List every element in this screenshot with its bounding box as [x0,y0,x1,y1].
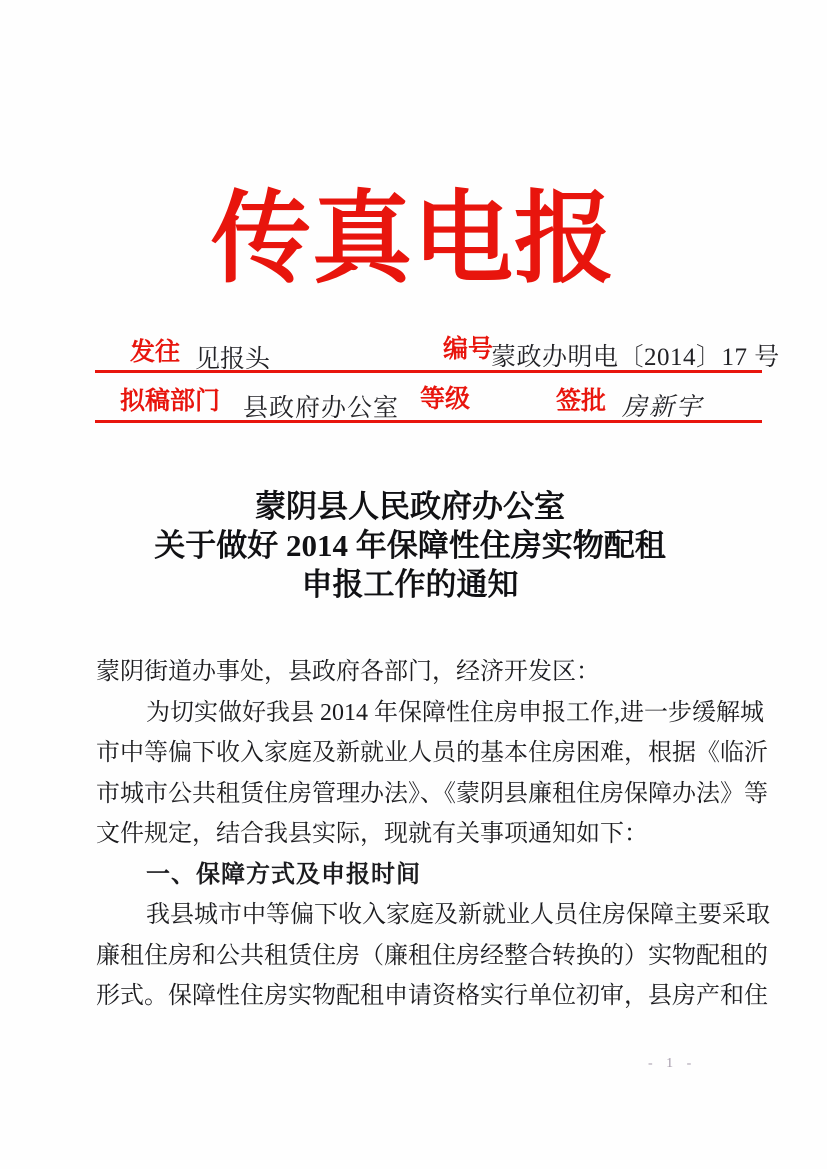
fax-telegram-banner-title: 传 真 电 报 [211,184,616,295]
body-text-line: 市城市公共租赁住房管理办法》、《蒙阴县廉租住房保障办法》等 [96,780,768,807]
document-number-label: 编号 [443,336,494,363]
body-text-line: 文件规定，结合我县实际，现就有关事项通知如下： [96,821,648,847]
page-number: - 1 - [648,1056,697,1071]
document-title [60,487,760,604]
body-text-line: 形式。保障性住房实物配租申请资格实行单位初审，县房产和住 [96,983,768,1009]
signature-approval-label: 签批 [556,388,607,415]
body-salutation-line: 蒙阴街道办事处，县政府各部门，经济开发区： [96,659,600,685]
document-title-line-1: 蒙阴县人民政府办公室 [255,489,565,524]
drafting-department-value: 县政府办公室 [243,395,400,422]
routing-row-1 [95,328,780,373]
body-section-heading: 一、保障方式及申报时间 [146,860,421,888]
routing-header-table [95,328,780,423]
document-body [96,652,770,1017]
drafting-department-label: 拟稿部门 [120,388,221,415]
body-text-line: 为切实做好我县 2014 年保障性住房申报工作,进一步缓解城 [146,699,764,726]
routing-row-2 [95,373,762,423]
document-number-value: 蒙政办明电〔2014〕17 号 [491,344,780,371]
classification-level-label: 等级 [420,386,471,413]
to-field-value: 见报头 [195,346,271,373]
body-text-line: 廉租住房和公共租赁住房（廉租住房经整合转换的）实物配租的 [96,942,768,969]
document-title-line-2: 关于做好 2014 年保障性住房实物配租 [154,528,666,563]
body-text-line: 我县城市中等偏下收入家庭及新就业人员住房保障主要采取 [146,902,770,928]
signature-approval-value: 房新宇 [622,394,704,421]
body-text-line: 市中等偏下收入家庭及新就业人员的基本住房困难，根据《临沂 [96,740,768,766]
to-field-label: 发往 [130,339,181,366]
document-title-line-3: 申报工作的通知 [301,567,519,602]
